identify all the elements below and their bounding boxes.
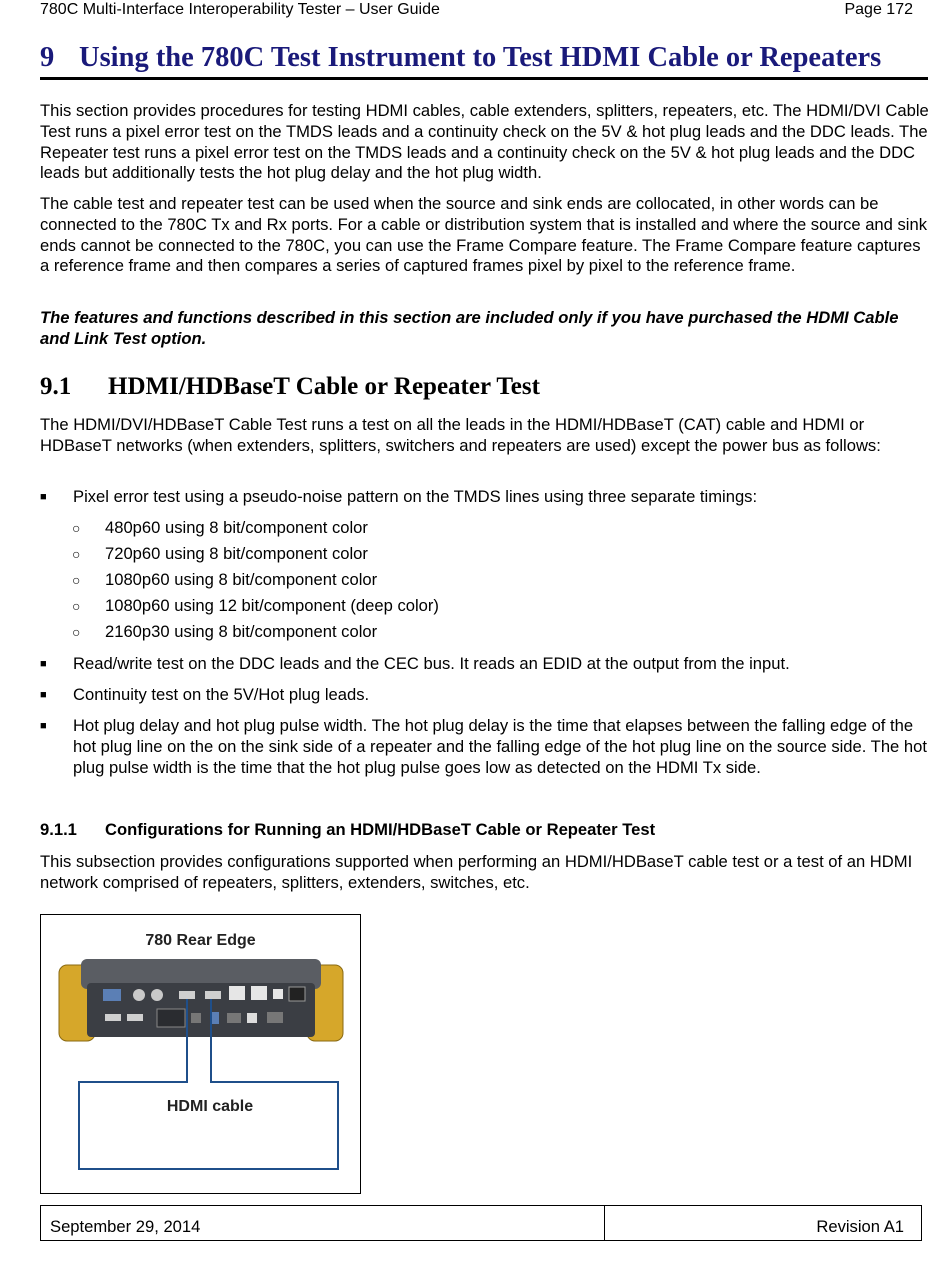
subsection-heading <box>40 373 540 401</box>
subsection-number: 9.1 <box>40 373 72 400</box>
hdmi-tx-port <box>179 991 195 999</box>
timing-item <box>72 544 368 565</box>
bnc-port <box>151 989 163 1001</box>
header-doc-title: 780C Multi-Interface Interoperability Tester – User Guide <box>40 1 440 18</box>
bnc-port <box>133 989 145 1001</box>
timing-item <box>72 622 377 643</box>
bullet-mark: ■ <box>40 491 47 503</box>
device-diagram <box>41 915 360 1193</box>
header-page-number: Page 172 <box>844 1 913 18</box>
bullet-text: Read/write test on the DDC leads and the CEC bus. It reads an EDID at the output from the input. <box>73 654 790 673</box>
bullet-text: Hot plug delay and hot plug pulse width. The hot plug delay is the time that elapses between the falling edge of the hot plug line on the on the sink side of a repeater and the falling edge of the hot plug line on the source side. The hot plug pulse width is the time that the hot plug pulse goes low as detected on the HDMI Tx side. <box>73 716 927 777</box>
timing-text: 480p60 using 8 bit/component color <box>105 518 368 537</box>
subsubsection-title: Configurations for Running an HDMI/HDBaseT Cable or Repeater Test <box>105 820 656 839</box>
list-item <box>40 487 930 508</box>
section-title: Using the 780C Test Instrument to Test HDMI Cable or Repeaters <box>79 42 882 73</box>
footer-revision: Revision A1 <box>816 1217 904 1236</box>
figure-title: 780 Rear Edge <box>145 932 256 949</box>
subsubsection-intro: This subsection provides configurations supported when performing an HDMI/HDBaseT cable test or a test of an HDMI network comprised of repeaters, splitters, extenders, switches, etc. <box>40 852 913 892</box>
vga-port <box>103 989 121 1001</box>
timing-item <box>72 596 439 617</box>
rj45-port <box>229 986 245 1000</box>
sub-bullet-mark: ○ <box>72 520 81 536</box>
hdmi-rx-port <box>205 991 221 999</box>
sub-bullet-mark: ○ <box>72 598 81 614</box>
timing-text: 2160p30 using 8 bit/component color <box>105 622 378 641</box>
footer-date: September 29, 2014 <box>50 1217 201 1236</box>
section-heading <box>40 42 928 80</box>
sub-bullet-mark: ○ <box>72 572 81 588</box>
bullet-mark: ■ <box>40 720 47 732</box>
aux-connector <box>157 1009 185 1027</box>
footer <box>40 1205 922 1241</box>
subsection-title: HDMI/HDBaseT Cable or Repeater Test <box>108 373 540 400</box>
bullet-text: Continuity test on the 5V/Hot plug leads. <box>73 685 370 704</box>
subsection-intro: The HDMI/DVI/HDBaseT Cable Test runs a test on all the leads in the HDMI/HDBaseT (CAT) cable and HDMI or HDBaseT networks (when extenders, splitters, switchers and repeaters are used) except the power bus as follows: <box>40 415 881 455</box>
serial-port <box>267 1012 283 1023</box>
timing-text: 720p60 using 8 bit/component color <box>105 544 368 563</box>
list-item <box>40 716 930 778</box>
display-port <box>211 1012 219 1024</box>
timing-text: 1080p60 using 8 bit/component color <box>105 570 378 589</box>
footer-date-cell <box>41 1206 605 1240</box>
small-port <box>191 1013 201 1023</box>
rj45-port <box>251 986 267 1000</box>
usb-port <box>247 1013 257 1023</box>
sub-bullet-mark: ○ <box>72 546 81 562</box>
optical-port <box>227 1013 241 1023</box>
timing-item <box>72 570 377 591</box>
timing-item <box>72 518 368 539</box>
power-port <box>289 987 305 1001</box>
list-item <box>40 685 930 706</box>
small-port <box>273 989 283 999</box>
figure-cable-test-config <box>40 914 361 1194</box>
subsubsection-heading <box>40 820 655 840</box>
hdmi-small-port <box>127 1014 143 1021</box>
subsubsection-number: 9.1.1 <box>40 820 77 839</box>
section-paragraph-2: The cable test and repeater test can be used when the source and sink ends are collocated, in other words can be connected to the 780C Tx and Rx ports. For a cable or distribution system that is installed and where the source and sink ends cannot be connected to the 780C, you can use the Frame Compare feature. The Frame Compare feature captures a reference frame and then compares a series of captured frames pixel by pixel to the reference frame. <box>40 194 928 276</box>
section-number: 9 <box>40 42 55 73</box>
cable-label: HDMI cable <box>166 1098 254 1115</box>
sub-bullet-mark: ○ <box>72 624 81 640</box>
list-item <box>40 654 930 675</box>
bullet-mark: ■ <box>40 658 47 670</box>
hdmi-small-port <box>105 1014 121 1021</box>
timing-text: 1080p60 using 12 bit/component (deep color) <box>105 596 439 615</box>
bullet-text: Pixel error test using a pseudo-noise pattern on the TMDS lines using three separate timings: <box>73 487 758 506</box>
footer-revision-cell <box>605 1206 921 1240</box>
option-note: The features and functions described in this section are included only if you have purchased the HDMI Cable and Link Test option. <box>40 308 899 348</box>
section-paragraph-1: This section provides procedures for testing HDMI cables, cable extenders, splitters, repeaters, etc. The HDMI/DVI Cable Test runs a pixel error test on the TMDS leads and a continuity check on the 5V & hot plug leads and the DDC leads. The Repeater test runs a pixel error test on the TMDS leads and a continuity check on the 5V & hot plug leads and the DDC leads but additionally tests the hot plug delay and the hot plug width. <box>40 101 929 183</box>
bullet-mark: ■ <box>40 689 47 701</box>
